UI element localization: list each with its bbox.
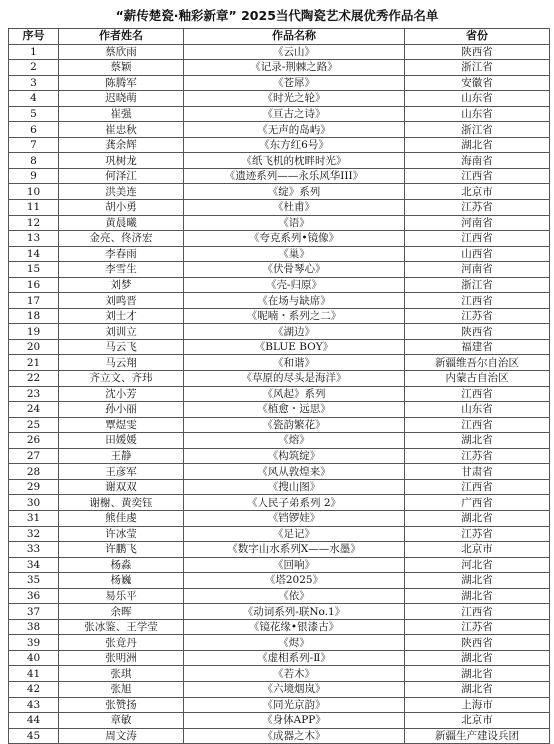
table-row [9, 479, 550, 495]
cell-province: 甘肃省 [405, 464, 550, 480]
cell-index: 16 [9, 277, 59, 293]
cell-author: 王彦军 [59, 464, 184, 480]
cell-work: 《熔》 [184, 433, 405, 449]
cell-province: 江西省 [405, 604, 550, 620]
cell-index: 38 [9, 619, 59, 635]
table-row [9, 231, 550, 247]
cell-province: 湖北省 [405, 433, 550, 449]
table-row [9, 557, 550, 573]
cell-work: 《成器之木》 [184, 728, 405, 744]
cell-province: 新疆生产建设兵团 [405, 728, 550, 744]
cell-work: 《动词系列-联No.1》 [184, 604, 405, 620]
cell-index: 3 [9, 75, 59, 91]
table-row [9, 448, 550, 464]
cell-index: 39 [9, 635, 59, 651]
cell-province: 山东省 [405, 91, 550, 107]
cell-work: 《回响》 [184, 557, 405, 573]
table-row [9, 60, 550, 76]
header-work: 作品名称 [184, 29, 405, 45]
cell-index: 40 [9, 650, 59, 666]
table-row [9, 433, 550, 449]
cell-work: 《搜山图》 [184, 479, 405, 495]
cell-author: 何泽江 [59, 168, 184, 184]
cell-author: 崔强 [59, 106, 184, 122]
table-row [9, 324, 550, 340]
cell-index: 29 [9, 479, 59, 495]
cell-province: 陕西省 [405, 44, 550, 60]
cell-index: 41 [9, 666, 59, 682]
table-row [9, 526, 550, 542]
cell-work: 《东方红6号》 [184, 137, 405, 153]
cell-work: 《夸克系列•镜像》 [184, 231, 405, 247]
table-row [9, 697, 550, 713]
cell-author: 胡小勇 [59, 200, 184, 216]
cell-province: 湖北省 [405, 510, 550, 526]
cell-work: 《构筑绽》 [184, 448, 405, 464]
cell-index: 34 [9, 557, 59, 573]
cell-index: 35 [9, 573, 59, 589]
cell-work: 《植愈・远思》 [184, 402, 405, 418]
cell-index: 12 [9, 215, 59, 231]
cell-work: 《塔2025》 [184, 573, 405, 589]
cell-province: 江苏省 [405, 200, 550, 216]
cell-work: 《镜花缘•银漆古》 [184, 619, 405, 635]
cell-work: 《瓷韵繁花》 [184, 417, 405, 433]
cell-work: 《苍犀》 [184, 75, 405, 91]
cell-index: 2 [9, 60, 59, 76]
cell-author: 龚余辉 [59, 137, 184, 153]
cell-index: 43 [9, 697, 59, 713]
cell-index: 5 [9, 106, 59, 122]
cell-author: 孙小丽 [59, 402, 184, 418]
table-row [9, 106, 550, 122]
cell-work: 《草原的尽头是海洋》 [184, 371, 405, 387]
cell-province: 江西省 [405, 386, 550, 402]
page-title: “薪传楚瓷·釉彩新章” 2025当代陶瓷艺术展优秀作品名单 [115, 8, 439, 23]
cell-work: 《云山》 [184, 44, 405, 60]
cell-author: 张赞扬 [59, 697, 184, 713]
header-index: 序号 [9, 29, 59, 45]
cell-index: 42 [9, 681, 59, 697]
table-row [9, 168, 550, 184]
cell-province: 湖北省 [405, 650, 550, 666]
cell-author: 张明洲 [59, 650, 184, 666]
cell-index: 31 [9, 510, 59, 526]
cell-province: 北京市 [405, 184, 550, 200]
cell-author: 熊佳虔 [59, 510, 184, 526]
cell-work: 《风起》系列 [184, 386, 405, 402]
cell-author: 杨淼 [59, 557, 184, 573]
cell-author: 迟晓萌 [59, 91, 184, 107]
cell-work: 《风从敦煌来》 [184, 464, 405, 480]
cell-province: 山西省 [405, 246, 550, 262]
cell-province: 江苏省 [405, 526, 550, 542]
cell-index: 33 [9, 542, 59, 558]
cell-work: 《BLUE BOY》 [184, 339, 405, 355]
cell-author: 余晖 [59, 604, 184, 620]
cell-province: 河南省 [405, 215, 550, 231]
table-row [9, 681, 550, 697]
cell-index: 14 [9, 246, 59, 262]
table-row [9, 728, 550, 744]
table-row [9, 386, 550, 402]
table-row [9, 573, 550, 589]
cell-author: 杨巍 [59, 573, 184, 589]
cell-province: 江西省 [405, 479, 550, 495]
cell-work: 《亘古之诗》 [184, 106, 405, 122]
table-row [9, 495, 550, 511]
cell-province: 江西省 [405, 417, 550, 433]
cell-work: 《六境烟岚》 [184, 681, 405, 697]
cell-work: 《湖边》 [184, 324, 405, 340]
cell-work: 《语》 [184, 215, 405, 231]
cell-province: 陕西省 [405, 324, 550, 340]
cell-work: 《若木》 [184, 666, 405, 682]
cell-work: 《依》 [184, 588, 405, 604]
cell-province: 陕西省 [405, 635, 550, 651]
cell-index: 26 [9, 433, 59, 449]
table-row [9, 122, 550, 138]
cell-author: 巩树龙 [59, 153, 184, 169]
table-row [9, 666, 550, 682]
table-row [9, 246, 550, 262]
cell-work: 《伏骨琴心》 [184, 262, 405, 278]
table-row [9, 619, 550, 635]
cell-index: 22 [9, 371, 59, 387]
cell-index: 7 [9, 137, 59, 153]
cell-index: 20 [9, 339, 59, 355]
cell-work: 《数字山水系列X——水墨》 [184, 542, 405, 558]
cell-author: 刘训立 [59, 324, 184, 340]
cell-author: 黄晨曦 [59, 215, 184, 231]
cell-author: 张竟丹 [59, 635, 184, 651]
cell-index: 13 [9, 231, 59, 247]
table-row [9, 75, 550, 91]
table-row [9, 510, 550, 526]
cell-work: 《记录-荆棘之路》 [184, 60, 405, 76]
cell-work: 《烬》 [184, 635, 405, 651]
cell-work: 《壳-归原》 [184, 277, 405, 293]
header-province: 省份 [405, 29, 550, 45]
cell-index: 23 [9, 386, 59, 402]
cell-province: 浙江省 [405, 60, 550, 76]
cell-author: 洪美连 [59, 184, 184, 200]
cell-province: 江苏省 [405, 619, 550, 635]
cell-author: 崔忠秋 [59, 122, 184, 138]
cell-author: 王静 [59, 448, 184, 464]
cell-work: 《虚相系列-Ⅱ》 [184, 650, 405, 666]
cell-province: 浙江省 [405, 122, 550, 138]
table-row [9, 604, 550, 620]
table-row [9, 200, 550, 216]
table-row [9, 588, 550, 604]
cell-author: 田媛媛 [59, 433, 184, 449]
cell-province: 江苏省 [405, 448, 550, 464]
cell-index: 24 [9, 402, 59, 418]
table-row [9, 650, 550, 666]
cell-index: 45 [9, 728, 59, 744]
header-author: 作者姓名 [59, 29, 184, 45]
table-row [9, 137, 550, 153]
cell-province: 湖北省 [405, 137, 550, 153]
cell-work: 《遗迹系列——永乐风华III》 [184, 168, 405, 184]
cell-index: 19 [9, 324, 59, 340]
cell-index: 36 [9, 588, 59, 604]
cell-work: 《时光之轮》 [184, 91, 405, 107]
cell-province: 上海市 [405, 697, 550, 713]
cell-work: 《同光京韵》 [184, 697, 405, 713]
cell-author: 蔡欣雨 [59, 44, 184, 60]
cell-index: 18 [9, 308, 59, 324]
cell-work: 《巢》 [184, 246, 405, 262]
cell-province: 湖北省 [405, 588, 550, 604]
table-row [9, 262, 550, 278]
cell-author: 李雪生 [59, 262, 184, 278]
cell-index: 32 [9, 526, 59, 542]
table-header-row [9, 29, 550, 45]
cell-author: 刘梦 [59, 277, 184, 293]
cell-province: 湖北省 [405, 573, 550, 589]
table-row [9, 355, 550, 371]
cell-index: 21 [9, 355, 59, 371]
cell-author: 章敏 [59, 713, 184, 729]
table-row [9, 402, 550, 418]
cell-index: 6 [9, 122, 59, 138]
table-row [9, 308, 550, 324]
cell-province: 河北省 [405, 557, 550, 573]
cell-author: 马云翔 [59, 355, 184, 371]
cell-work: 《绽》系列 [184, 184, 405, 200]
cell-province: 浙江省 [405, 277, 550, 293]
cell-author: 张冰鉴、王学莹 [59, 619, 184, 635]
table-row [9, 464, 550, 480]
cell-index: 4 [9, 91, 59, 107]
cell-province: 山东省 [405, 106, 550, 122]
cell-author: 李春雨 [59, 246, 184, 262]
cell-work: 《无声的岛屿》 [184, 122, 405, 138]
table-row [9, 293, 550, 309]
cell-author: 易乐平 [59, 588, 184, 604]
cell-index: 27 [9, 448, 59, 464]
table-row [9, 44, 550, 60]
cell-province: 安徽省 [405, 75, 550, 91]
table-row [9, 184, 550, 200]
table-row [9, 91, 550, 107]
cell-province: 北京市 [405, 542, 550, 558]
cell-work: 《足记》 [184, 526, 405, 542]
cell-province: 北京市 [405, 713, 550, 729]
cell-province: 广西省 [405, 495, 550, 511]
cell-author: 周文涛 [59, 728, 184, 744]
cell-author: 沈小芳 [59, 386, 184, 402]
cell-author: 张琪 [59, 666, 184, 682]
cell-work: 《杜甫》 [184, 200, 405, 216]
cell-province: 海南省 [405, 153, 550, 169]
table-row [9, 153, 550, 169]
cell-province: 江西省 [405, 293, 550, 309]
cell-province: 江西省 [405, 168, 550, 184]
cell-author: 谢双双 [59, 479, 184, 495]
cell-province: 山东省 [405, 402, 550, 418]
cell-author: 许鹏飞 [59, 542, 184, 558]
cell-author: 覃煜雯 [59, 417, 184, 433]
cell-index: 11 [9, 200, 59, 216]
cell-province: 福建省 [405, 339, 550, 355]
cell-province: 湖北省 [405, 681, 550, 697]
cell-author: 蔡颖 [59, 60, 184, 76]
table-row [9, 542, 550, 558]
cell-author: 马云飞 [59, 339, 184, 355]
cell-index: 9 [9, 168, 59, 184]
cell-author: 刘士才 [59, 308, 184, 324]
winners-table [8, 28, 550, 744]
table-row [9, 339, 550, 355]
cell-province: 江苏省 [405, 308, 550, 324]
cell-index: 17 [9, 293, 59, 309]
cell-work: 《纸飞机的枕畔时光》 [184, 153, 405, 169]
cell-author: 刘鸣晋 [59, 293, 184, 309]
cell-index: 28 [9, 464, 59, 480]
table-row [9, 277, 550, 293]
table-row [9, 371, 550, 387]
cell-province: 内蒙古自治区 [405, 371, 550, 387]
cell-author: 许冰莹 [59, 526, 184, 542]
cell-province: 湖北省 [405, 666, 550, 682]
cell-index: 10 [9, 184, 59, 200]
table-row [9, 417, 550, 433]
cell-author: 谢榭、黄奕钰 [59, 495, 184, 511]
cell-work: 《身体APP》 [184, 713, 405, 729]
cell-work: 《人民子弟系列 2》 [184, 495, 405, 511]
table-row [9, 215, 550, 231]
cell-work: 《和谐》 [184, 355, 405, 371]
cell-index: 25 [9, 417, 59, 433]
cell-province: 河南省 [405, 262, 550, 278]
cell-work: 《呢喃・系列之二》 [184, 308, 405, 324]
table-row [9, 635, 550, 651]
cell-province: 江西省 [405, 231, 550, 247]
cell-work: 《在场与缺席》 [184, 293, 405, 309]
cell-author: 金亮、佟济宏 [59, 231, 184, 247]
cell-index: 8 [9, 153, 59, 169]
cell-author: 张旭 [59, 681, 184, 697]
cell-index: 30 [9, 495, 59, 511]
cell-index: 44 [9, 713, 59, 729]
cell-index: 37 [9, 604, 59, 620]
cell-index: 15 [9, 262, 59, 278]
cell-index: 1 [9, 44, 59, 60]
cell-province: 新疆维吾尔自治区 [405, 355, 550, 371]
table-row [9, 713, 550, 729]
cell-author: 齐立文、齐玮 [59, 371, 184, 387]
cell-work: 《铛锣娃》 [184, 510, 405, 526]
cell-author: 陈腾军 [59, 75, 184, 91]
